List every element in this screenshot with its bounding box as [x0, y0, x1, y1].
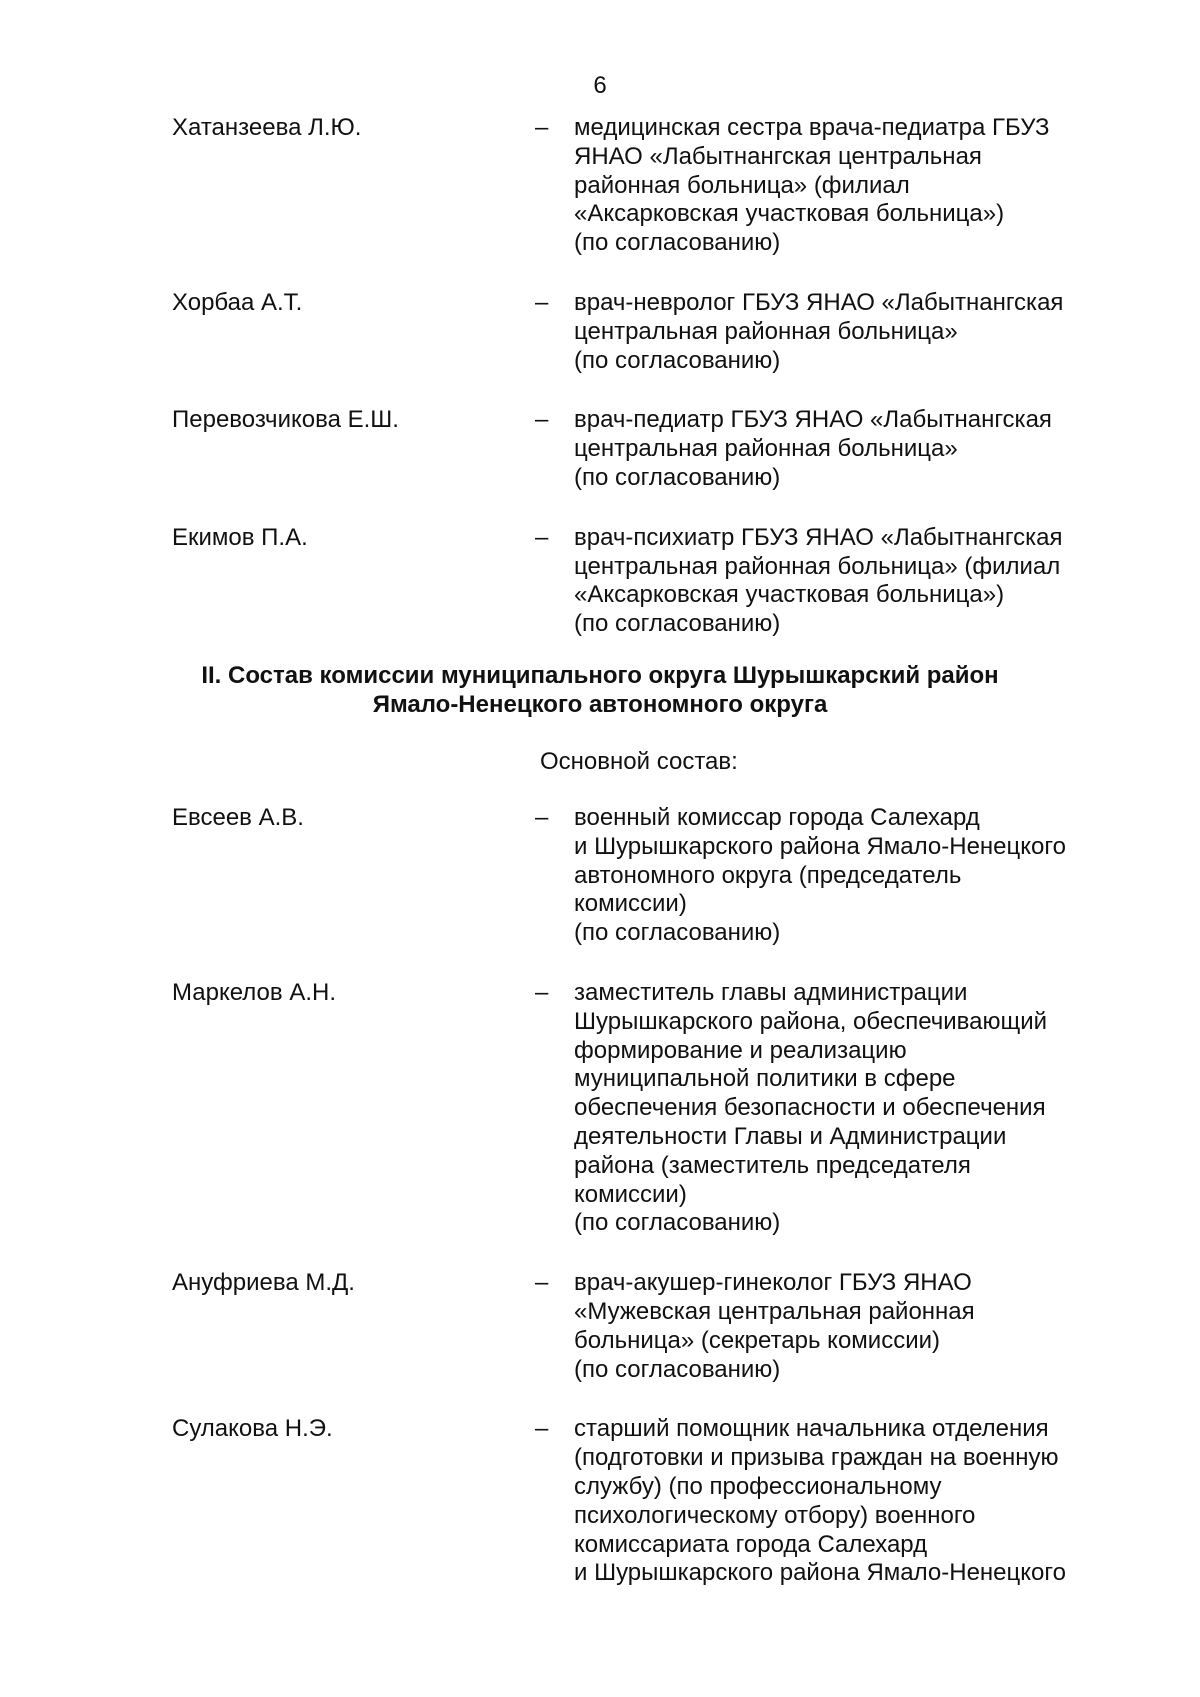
role-line: (по согласованию) — [574, 463, 781, 491]
page-number: 6 — [593, 72, 607, 99]
dash-separator: – — [535, 114, 549, 141]
role-line: комиссии) — [574, 890, 687, 918]
section-heading-line: II. Состав комиссии муниципального округа Шурышкарский район — [201, 662, 999, 689]
role-line: медицинская сестра врача-педиатра ГБУЗ — [574, 114, 1050, 141]
role-line: ЯНАО «Лабытнангская центральная — [574, 142, 982, 170]
role-line: (по согласованию) — [574, 610, 781, 638]
role-line: комиссариата города Салехард — [574, 1530, 928, 1558]
member-row — [0, 114, 1200, 258]
role-line: центральная районная больница» — [574, 317, 958, 345]
member-list-section2 — [0, 804, 1200, 1619]
role-line: центральная районная больница» (филиал — [574, 552, 1061, 580]
role-line: (подготовки и призыва граждан на военную — [574, 1444, 1059, 1472]
dash-separator: – — [535, 1415, 549, 1443]
role-line: муниципальной политики в сфере — [574, 1065, 956, 1093]
member-name: Ануфриева М.Д. — [172, 1269, 355, 1297]
role-line: «Аксарковская участковая больница») — [574, 200, 1005, 228]
role-line: (по согласованию) — [574, 919, 781, 947]
role-line: деятельности Главы и Администрации — [574, 1122, 1007, 1150]
role-line: Шурышкарского района, обеспечивающий — [574, 1007, 1048, 1035]
dash-separator: – — [535, 288, 549, 316]
member-name: Евсеев А.В. — [172, 804, 304, 831]
role-line: и Шурышкарского района Ямало-Ненецкого — [574, 832, 1066, 860]
role-line: старший помощник начальника отделения — [574, 1415, 1049, 1443]
role-line: психологическому отбору) военного — [574, 1501, 976, 1529]
role-line: «Мужевская центральная районная — [574, 1297, 975, 1325]
role-line: района (заместитель председателя — [574, 1151, 971, 1179]
member-name: Хатанзеева Л.Ю. — [172, 114, 362, 141]
role-line: и Шурышкарского района Ямало-Ненецкого — [574, 1559, 1066, 1587]
member-row — [0, 979, 1200, 1238]
dash-separator: – — [535, 978, 549, 1006]
role-line: (по согласованию) — [574, 229, 781, 257]
role-line: службу) (по профессиональному — [574, 1472, 942, 1500]
role-line: «Аксарковская участковая больница») — [574, 581, 1005, 609]
role-line: обеспечения безопасности и обеспечения — [574, 1094, 1046, 1122]
role-line: (по согласованию) — [574, 346, 781, 374]
subheading: Основной состав: — [540, 748, 738, 775]
member-name: Маркелов А.Н. — [172, 978, 336, 1006]
role-line: формирование и реализацию — [574, 1036, 907, 1064]
role-line: (по согласованию) — [574, 1209, 781, 1237]
member-role — [574, 1415, 1134, 1588]
role-line: (по согласованию) — [574, 1355, 781, 1383]
member-role — [574, 406, 1134, 492]
role-line: врач-психиатр ГБУЗ ЯНАО «Лабытнангская — [574, 523, 1063, 551]
dash-separator: – — [535, 1269, 549, 1297]
member-row — [0, 289, 1200, 375]
member-name: Екимов П.А. — [172, 523, 308, 551]
member-role — [574, 1269, 1134, 1384]
member-row — [0, 1415, 1200, 1588]
member-role — [574, 804, 1134, 948]
role-line: врач-акушер-гинеколог ГБУЗ ЯНАО — [574, 1269, 972, 1297]
dash-separator: – — [535, 523, 549, 551]
member-row — [0, 804, 1200, 948]
role-line: комиссии) — [574, 1180, 687, 1208]
member-role — [574, 524, 1134, 639]
role-line: заместитель главы администрации — [574, 978, 968, 1006]
member-list-section1 — [0, 114, 1200, 670]
member-role — [574, 114, 1134, 258]
member-row — [0, 524, 1200, 639]
member-row — [0, 1269, 1200, 1384]
dash-separator: – — [535, 406, 549, 434]
role-line: врач-невролог ГБУЗ ЯНАО «Лабытнангская — [574, 288, 1064, 316]
role-line: врач-педиатр ГБУЗ ЯНАО «Лабытнангская — [574, 406, 1052, 434]
member-name: Хорбаа А.Т. — [172, 288, 303, 316]
member-role — [574, 979, 1134, 1238]
role-line: больница» (секретарь комиссии) — [574, 1326, 940, 1354]
member-row — [0, 406, 1200, 492]
role-line: центральная районная больница» — [574, 435, 958, 463]
role-line: автономного округа (председатель — [574, 861, 962, 889]
member-name: Сулакова Н.Э. — [172, 1415, 333, 1443]
role-line: районная больница» (филиал — [574, 171, 910, 199]
role-line: военный комиссар города Салехард — [574, 804, 980, 831]
member-role — [574, 289, 1134, 375]
section-heading — [0, 662, 1200, 720]
member-name: Перевозчикова Е.Ш. — [172, 406, 399, 434]
dash-separator: – — [535, 804, 549, 831]
section-heading-line: Ямало-Ненецкого автономного округа — [372, 690, 828, 718]
